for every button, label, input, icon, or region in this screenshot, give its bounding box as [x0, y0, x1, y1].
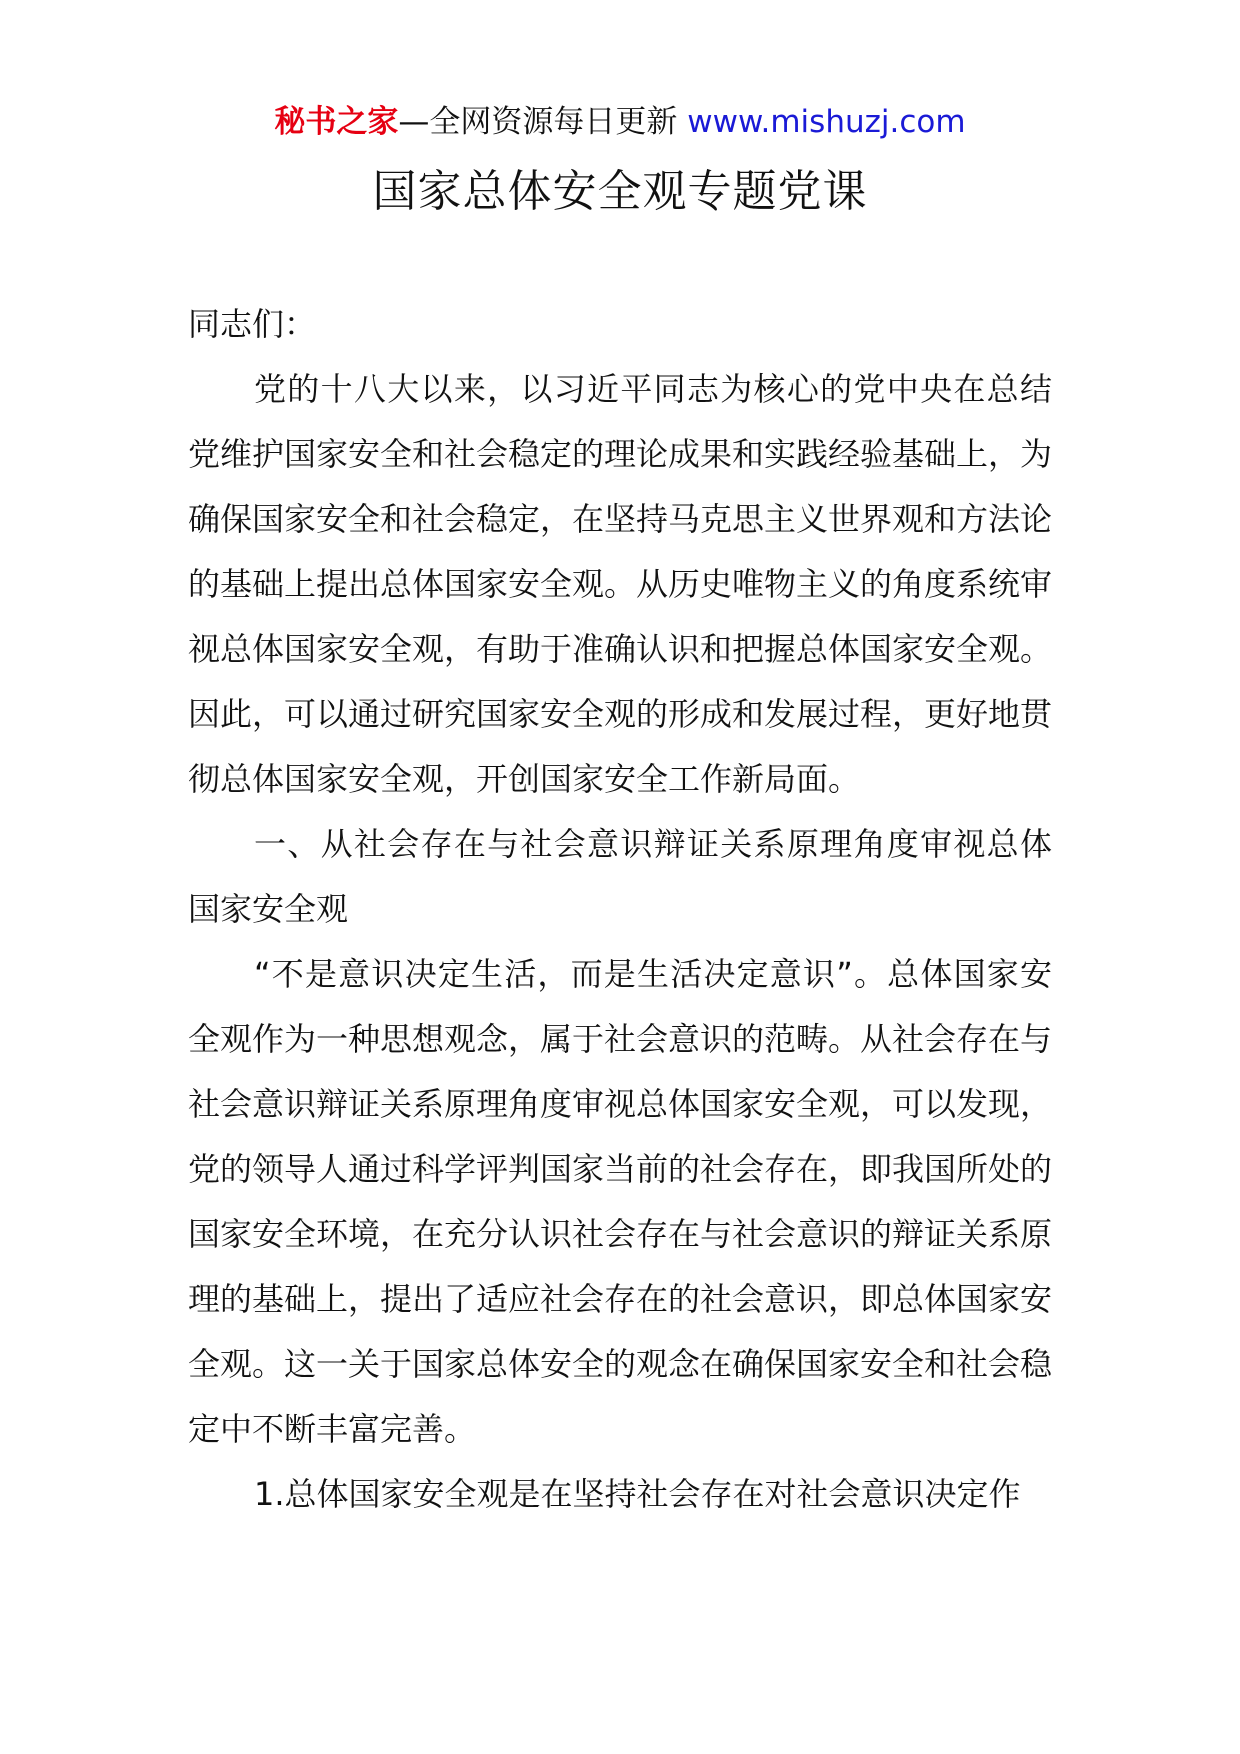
- brand-name: 秘书之家: [274, 104, 399, 140]
- paragraph-intro: 党的十八大以来，以习近平同志为核心的党中央在总结党维护国家安全和社会稳定的理论成果和实践经验基础上，为确保国家安全和社会稳定，在坚持马克思主义世界观和方法论的基础上提出总体国家安全观。从历史唯物主义的角度系统审视总体国家安全观，有助于准确认识和把握总体国家安全观。因此，可以通过研究国家安全观的形成和发展过程，更好地贯彻总体国家安全观，开创国家安全工作新局面。: [188, 370, 1053, 798]
- subsection-heading-1-1: 1.总体国家安全观是在坚持社会存在对社会意识决定作: [254, 1475, 1021, 1513]
- document-body: [188, 292, 1052, 1527]
- document-title: 国家总体安全观专题党课: [372, 166, 868, 217]
- paragraph-section-1: “不是意识决定生活，而是生活决定意识”。总体国家安全观作为一种思想观念，属于社会意识的范畴。从社会存在与社会意识辩证关系原理角度审视总体国家安全观，可以发现，党的领导人通过科学评判国家当前的社会存在，即我国所处的国家安全环境，在充分认识社会存在与社会意识的辩证关系原理的基础上，提出了适应社会存在的社会意识，即总体国家安全观。这一关于国家总体安全的观念在确保国家安全和社会稳定中不断丰富完善。: [188, 955, 1053, 1448]
- salutation: 同志们：: [188, 305, 317, 343]
- page-header: [0, 100, 1240, 144]
- header-tagline: —全网资源每日更新: [398, 104, 678, 140]
- section-heading-1: 一、从社会存在与社会意识辩证关系原理角度审视总体国家安全观: [188, 825, 1052, 928]
- website-link[interactable]: www.mishuzj.com: [687, 104, 966, 140]
